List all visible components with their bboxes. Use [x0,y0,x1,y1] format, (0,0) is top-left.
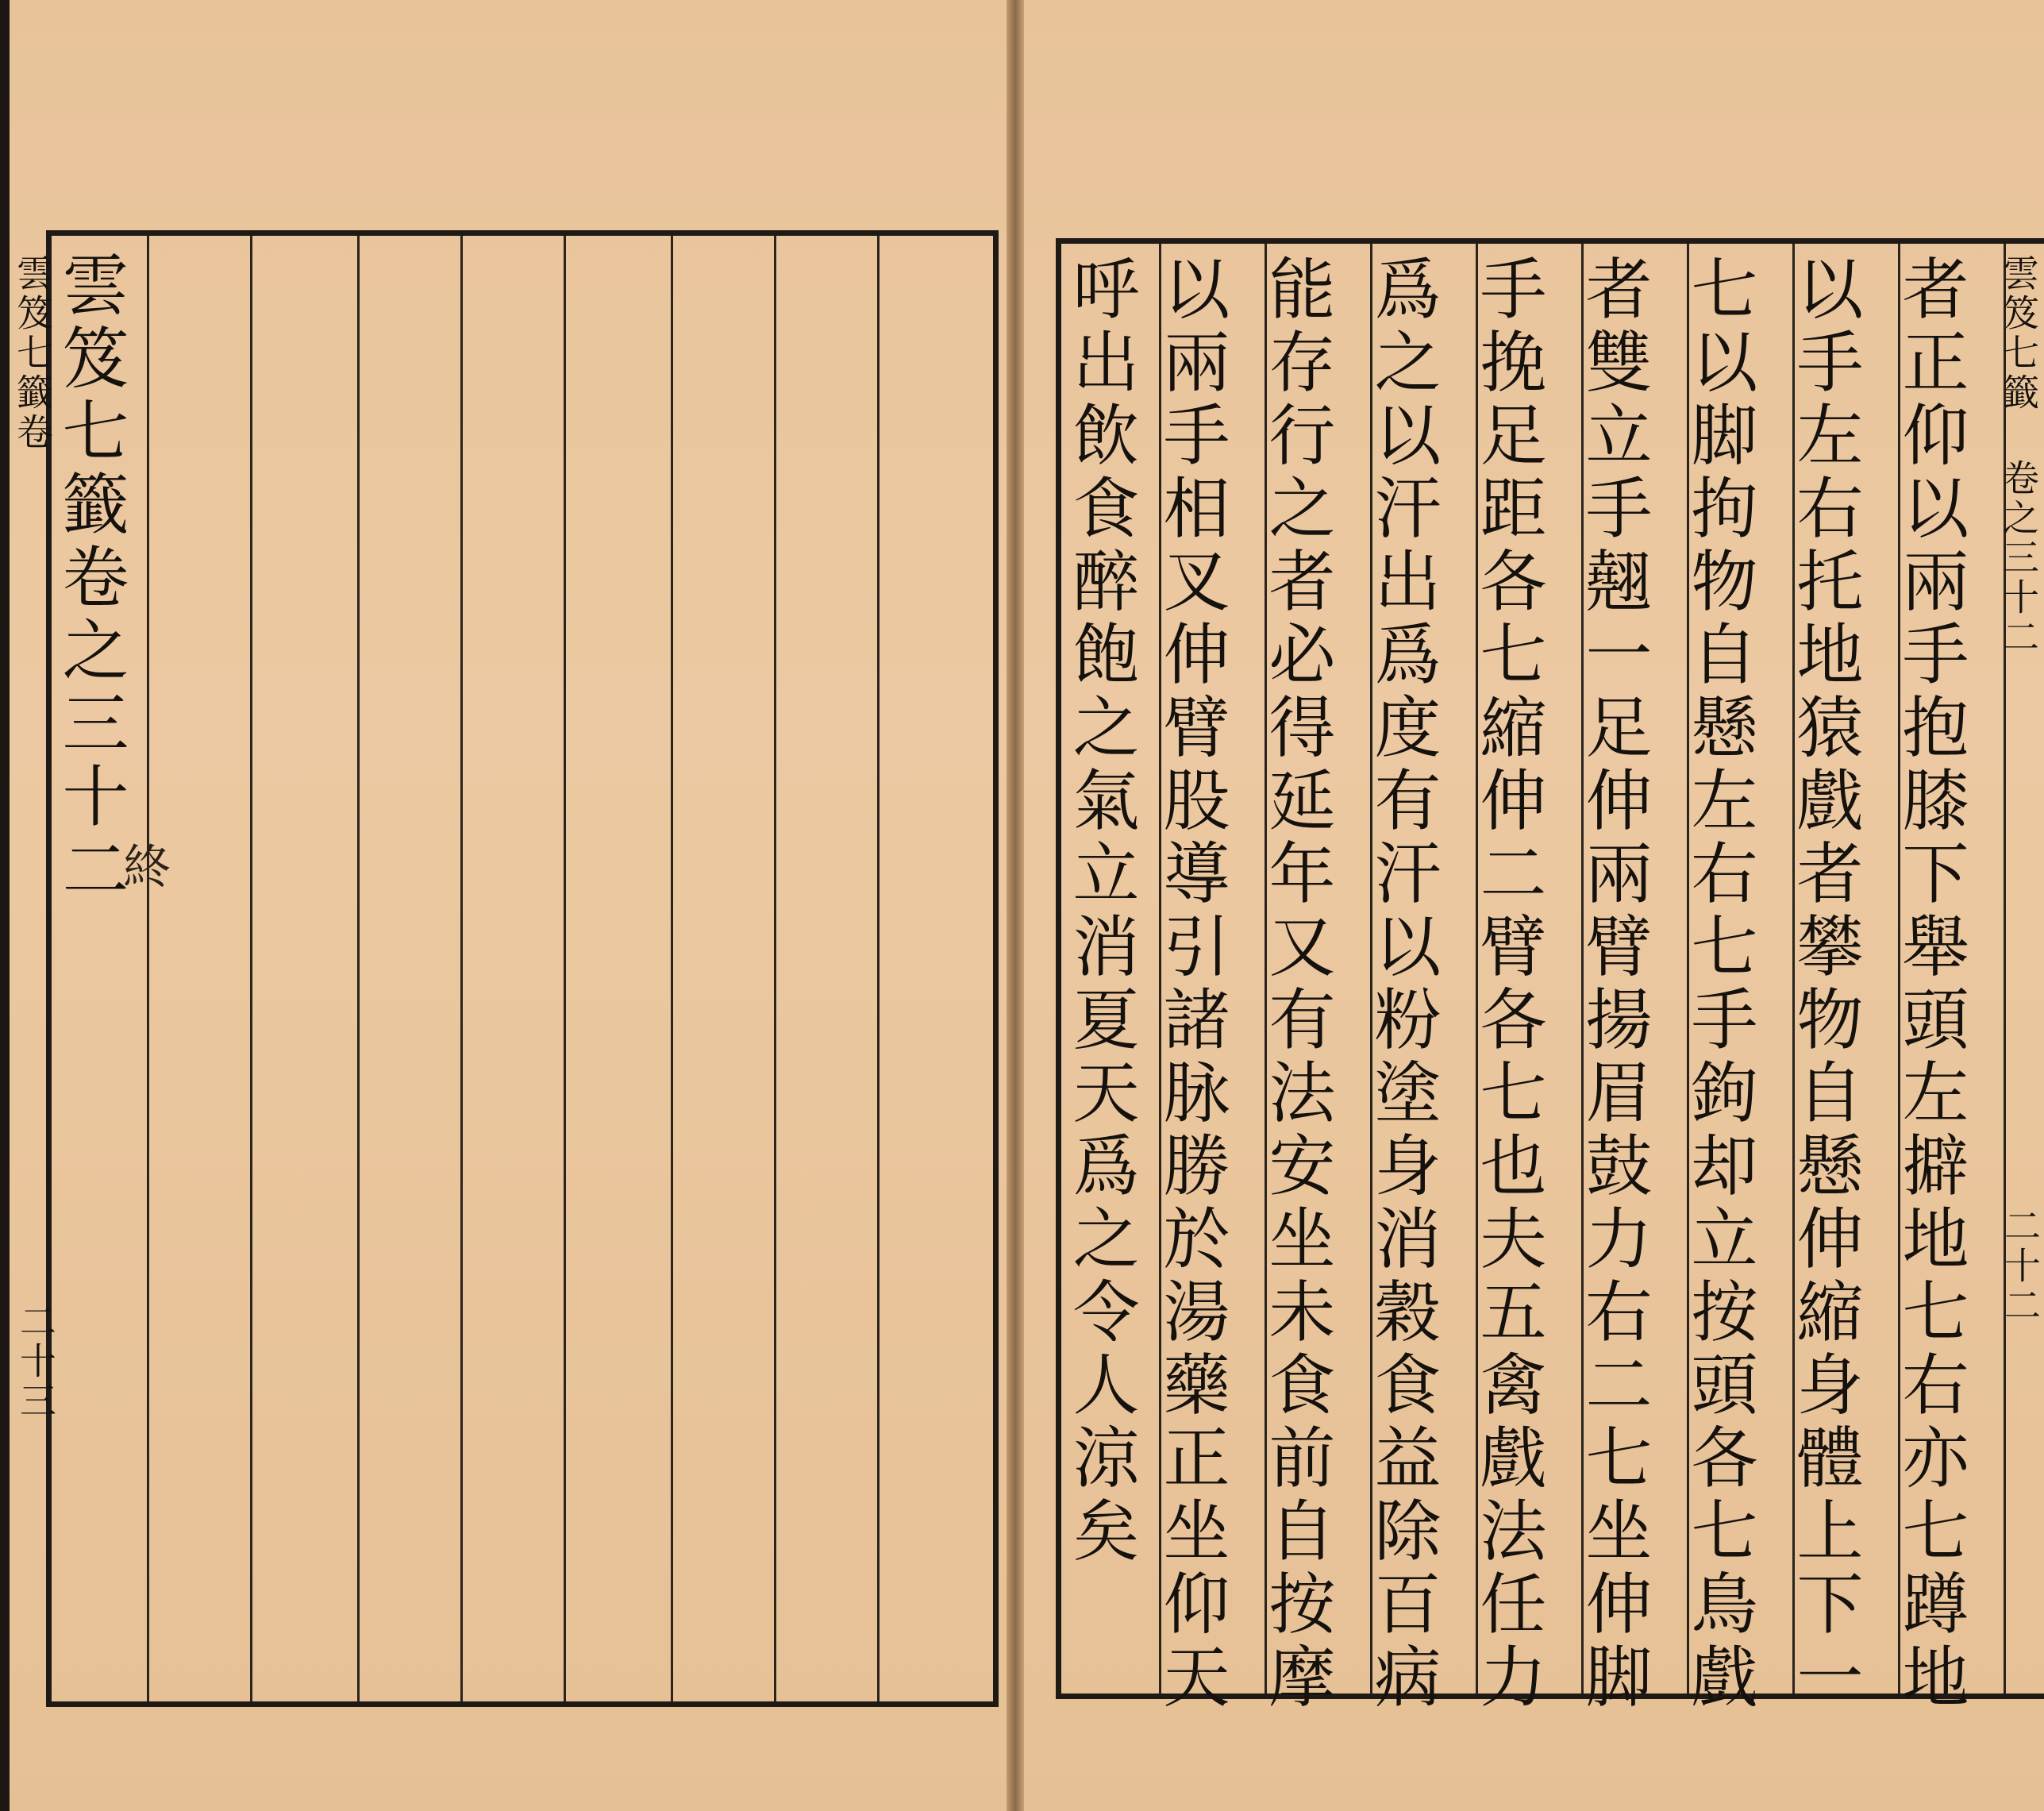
text-column-9: 呼出飲食醉飽之氣立消夏天爲之令人涼矣 [1062,254,1140,1569]
column-rule [357,236,360,1701]
right-side-label: 雲笈七籤 卷之三十二 [1997,254,2040,657]
text-column-2: 以手左右托地猿戲者攀物自懸伸縮身體上下一 [1786,254,1864,1715]
text-column-3: 七以脚拘物自懸左右七手鉤却立按頭各七鳥戲 [1680,254,1758,1715]
text-column-4: 者雙立手翹一足伸兩臂揚眉鼓力右二七坐伸脚 [1575,254,1653,1715]
text-column-5: 手挽足距各七縮伸二臂各七也夫五禽戲法任力 [1469,254,1547,1715]
column-rule [774,236,776,1701]
column-rule [250,236,252,1701]
text-column-1: 者正仰以兩手抱膝下舉頭左擗地七右亦七蹲地 [1892,254,1969,1715]
column-rule [877,236,880,1701]
text-column-7: 能存行之者必得延年又有法安坐未食前自按摩 [1258,254,1336,1715]
text-column-6: 爲之以汗出爲度有汗以粉塗身消穀食益除百病 [1364,254,1442,1715]
left-folio: 二十三 [14,1302,57,1421]
text-column-8: 以兩手相叉伸臂股導引諸脉勝於湯藥正坐仰天 [1153,254,1230,1715]
column-rule [147,236,149,1701]
column-rule [671,236,673,1701]
book-gutter [1007,0,1024,1811]
left-side-label: 雲笈七籤卷 [11,254,54,453]
column-rule [564,236,566,1701]
end-mark: 終 [115,842,171,896]
chapter-end-title: 雲笈七籤卷之三十二 [52,250,129,907]
column-rule [460,236,463,1701]
right-folio: 二十二 [1999,1207,2042,1326]
left-page-frame [46,230,999,1707]
